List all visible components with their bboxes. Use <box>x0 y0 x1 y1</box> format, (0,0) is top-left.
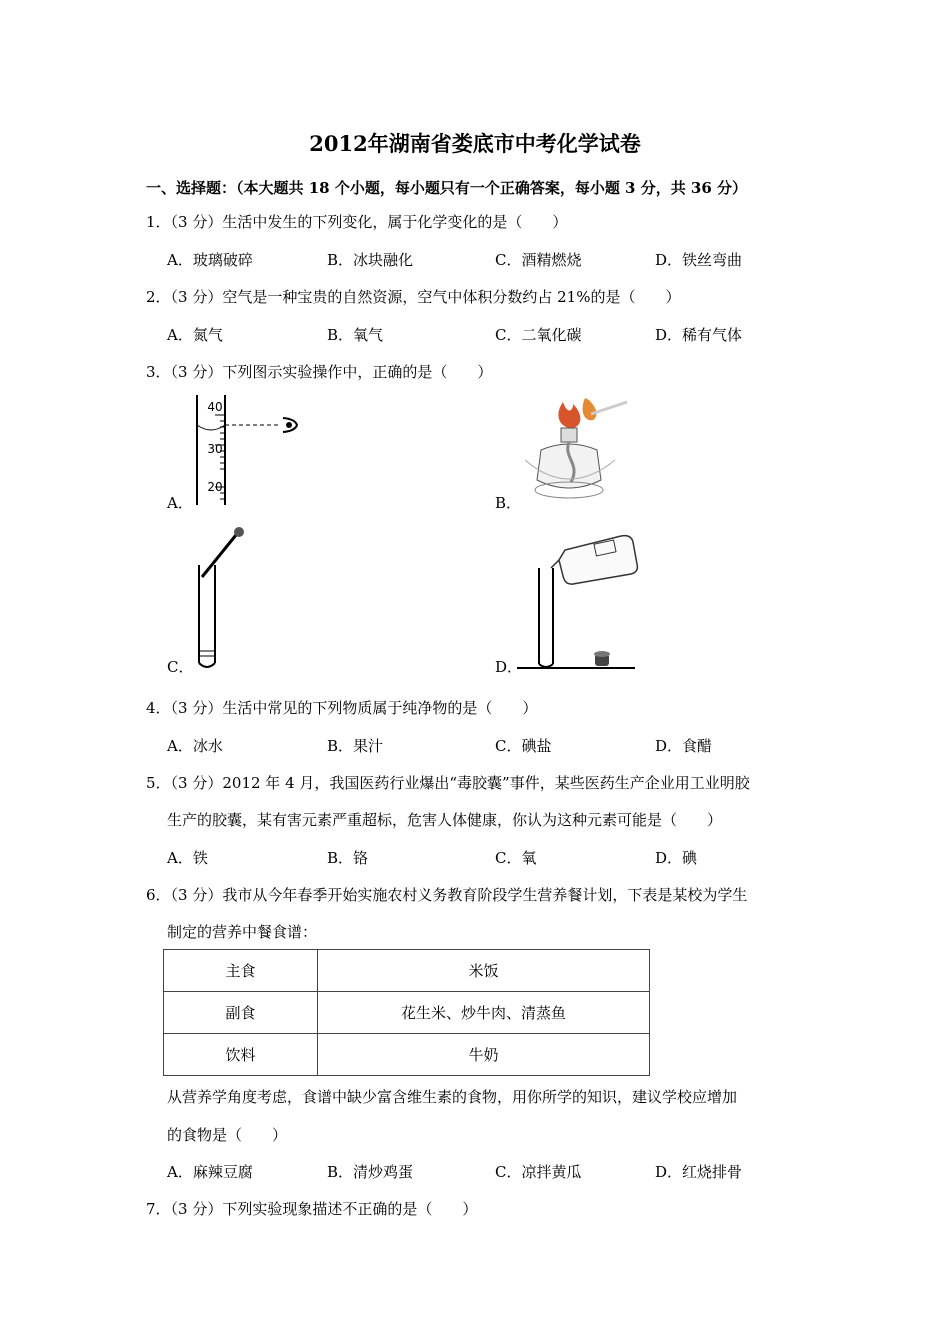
table-cell: 副食 <box>164 992 318 1034</box>
q5-option-d: D．碘 <box>655 849 698 867</box>
q2-option-b: B．氧气 <box>327 326 384 344</box>
q5-option-b: B．铬 <box>327 849 369 867</box>
q1-option-c: C．酒精燃烧 <box>495 251 582 269</box>
table-cell: 饮料 <box>164 1034 318 1076</box>
q2-option-a: A．氮气 <box>167 326 223 344</box>
meal-menu-table <box>163 949 650 1076</box>
question-6-after-line1: 从营养学角度考虑，食谱中缺少富含维生素的食物，用你所学的知识，建议学校应增加 <box>167 1088 738 1106</box>
q6-option-d: D．红烧排骨 <box>655 1163 743 1181</box>
question-6-after-line2: 的食物是（ ） <box>167 1126 288 1144</box>
q2-option-d: D．稀有气体 <box>655 326 743 344</box>
q4-option-a: A．冰水 <box>167 737 223 755</box>
q3-option-c: C． <box>167 658 194 676</box>
table-cell: 花生米、炒牛肉、清蒸鱼 <box>318 992 650 1034</box>
figure-d-pouring-liquid <box>515 528 640 673</box>
table-row <box>164 992 650 1034</box>
q6-option-c: C．凉拌黄瓜 <box>495 1163 582 1181</box>
table-row <box>164 950 650 992</box>
q4-option-d: D．食醋 <box>655 737 713 755</box>
figure-b-alcohol-lamp <box>515 398 635 510</box>
q3-option-a: A． <box>167 494 193 512</box>
q4-option-c: C．碘盐 <box>495 737 552 755</box>
question-6-stem-line1: 6．（3 分）我市从今年春季开始实施农村义务教育阶段学生营养餐计划，下表是某校为学生 <box>146 886 748 904</box>
q3-option-b: B． <box>495 494 522 512</box>
q5-option-c: C．氧 <box>495 849 537 867</box>
q6-option-a: A．麻辣豆腐 <box>167 1163 253 1181</box>
q6-option-b: B．清炒鸡蛋 <box>327 1163 414 1181</box>
section-heading: 一、选择题：（本大题共 18 个小题，每小题只有一个正确答案，每小题 3 分，共 36 分） <box>146 179 748 197</box>
table-cell: 主食 <box>164 950 318 992</box>
q3-option-d: D． <box>495 658 523 676</box>
question-6-stem-line2: 制定的营养中餐食谱： <box>167 923 318 941</box>
figure-a-cylinder-reading <box>185 393 315 508</box>
q1-option-b: B．冰块融化 <box>327 251 414 269</box>
question-1-stem: 1．（3 分）生活中发生的下列变化，属于化学变化的是（ ） <box>146 213 568 231</box>
cylinder-tick-20: 20 <box>207 480 223 494</box>
question-5-stem-line2: 生产的胶囊，某有害元素严重超标，危害人体健康，你认为这种元素可能是（ ） <box>167 811 723 829</box>
question-2-stem: 2．（3 分）空气是一种宝贵的自然资源，空气中体积分数约占 21%的是（ ） <box>146 288 681 306</box>
question-5-stem-line1: 5．（3 分）2012 年 4 月，我国医药行业爆出“毒胶囊”事件，某些医药生产企业用工业明胶 <box>146 774 750 792</box>
q4-option-b: B．果汁 <box>327 737 384 755</box>
question-7-stem: 7．（3 分）下列实验现象描述不正确的是（ ） <box>146 1200 478 1218</box>
cylinder-tick-30: 30 <box>207 442 223 456</box>
table-cell: 牛奶 <box>318 1034 650 1076</box>
table-row <box>164 1034 650 1076</box>
question-3-stem: 3．（3 分）下列图示实验操作中，正确的是（ ） <box>146 363 493 381</box>
q2-option-c: C．二氧化碳 <box>495 326 582 344</box>
page-title: 2012年湖南省娄底市中考化学试卷 <box>309 131 641 156</box>
q1-option-a: A．玻璃破碎 <box>167 251 253 269</box>
q5-option-a: A．铁 <box>167 849 208 867</box>
table-cell: 米饭 <box>318 950 650 992</box>
q1-option-d: D．铁丝弯曲 <box>655 251 743 269</box>
cylinder-tick-40: 40 <box>207 400 223 414</box>
figure-c-dropper-in-tube <box>190 525 250 673</box>
question-4-stem: 4．（3 分）生活中常见的下列物质属于纯净物的是（ ） <box>146 699 538 717</box>
